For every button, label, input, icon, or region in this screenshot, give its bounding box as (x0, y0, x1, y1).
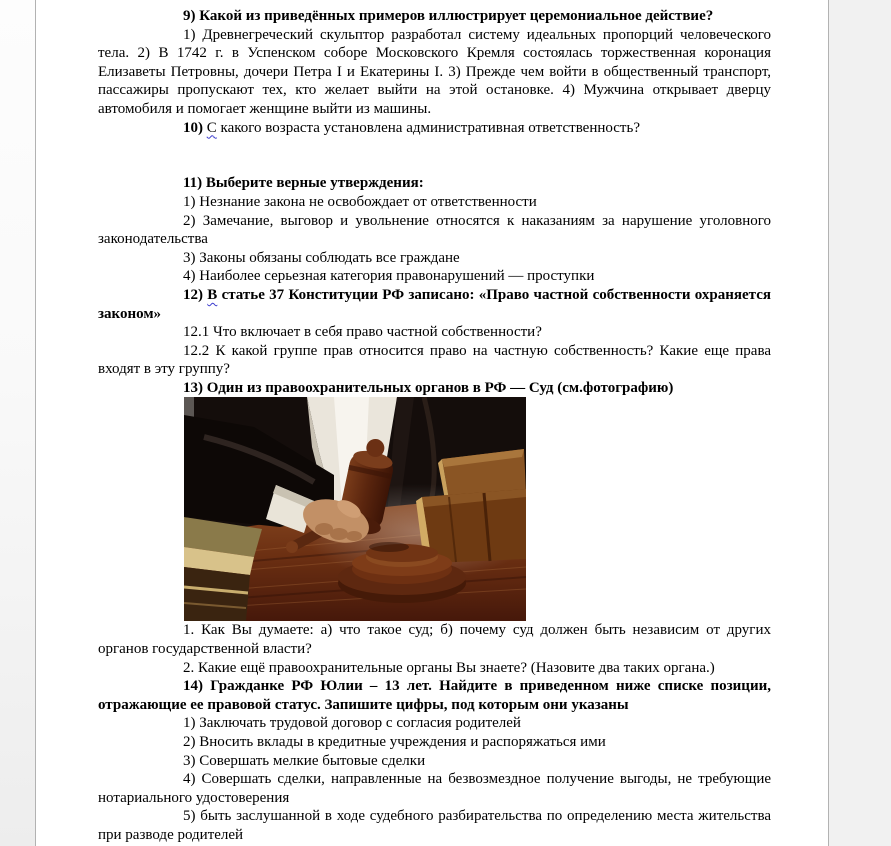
question-12-title (98, 286, 771, 323)
question-10-misspelled-word: С (206, 119, 217, 136)
question-14-option-2: 2) Вносить вклады в кредитные учреждения и распоряжаться ими (183, 734, 606, 751)
question-11-option-3: 3) Законы обязаны соблюдать все граждане (183, 249, 460, 266)
question-10 (98, 119, 771, 138)
document-page (36, 0, 829, 846)
question-10-text: какого возраста установлена административная ответственность? (216, 119, 640, 136)
question-14-option-5: 5) быть заслушанной в ходе судебного разбирательства по определению места жительства при разводе родителей (98, 808, 771, 843)
question-11-option-4: 4) Наиболее серьезная категория правонарушений — проступки (183, 268, 595, 285)
court-question-1: 1. Как Вы думаете: а) что такое суд; б) почему суд должен быть независим от других органов государственной власти? (98, 622, 771, 658)
question-13-title: 13) Один из правоохранительных органов в РФ — Суд (см.фотографию) (183, 379, 674, 396)
blank-line (98, 156, 771, 175)
question-14-option-1: 1) Заключать трудовой договор с согласия родителей (183, 715, 521, 732)
question-10-number: 10) (183, 119, 207, 136)
question-14-title: 14) Гражданке РФ Юлии – 13 лет. Найдите в приведенном ниже списке позиции, отражающие ее правовой статус. Запишите цифры, под которым они указаны (98, 678, 771, 713)
question-12-sub-2: 12.2 К какой группе прав относится право на частную собственность? Какие еще права входят в эту группу? (98, 342, 771, 378)
question-9-options: 1) Древнегреческий скульптор разработал систему идеальных пропорций человеческого тела. 2) В 1742 г. в Успенском соборе Московского Кремля состоялась торжественная коронация Елизаветы Петровны, дочери Петра I и Екатерины I. 3) Прежде чем войти в общественный транспорт, пассажиры пропускают тех, кто желает выйти на этой остановке. 4) Мужчина открывает дверцу автомобиля и помогает женщине выйти из машины. (98, 26, 771, 117)
question-14-option-3: 3) Совершать мелкие бытовые сделки (183, 752, 426, 769)
app-background-left (0, 0, 36, 846)
question-14-option-4: 4) Совершать сделки, направленные на безвозмездное получение выгоды, не требующие нотариального удостоверения (98, 771, 771, 806)
question-11-option-1: 1) Незнание закона не освобождает от ответственности (183, 193, 537, 210)
blank-line (98, 137, 771, 156)
question-11-title: 11) Выберите верные утверждения: (183, 175, 424, 192)
question-12-number: 12) (183, 286, 208, 303)
question-12-sub-1: 12.1 Что включает в себя право частной собственности? (183, 324, 542, 341)
court-question-2: 2. Какие ещё правоохранительные органы Вы знаете? (Назовите два таких органа.) (183, 659, 715, 676)
document-text-area[interactable] (98, 7, 771, 845)
question-12-misspelled-word: В (207, 286, 218, 303)
court-gavel-photo[interactable] (184, 397, 526, 621)
question-9-title: 9) Какой из приведённых примеров иллюстрирует церемониальное действие? (183, 8, 714, 24)
question-11-option-2: 2) Замечание, выговор и увольнение относятся к наказаниям за нарушение уголовного законодательства (98, 212, 771, 248)
question-12-text: статье 37 Конституции РФ записано: «Право частной собственности охраняется законом» (98, 286, 771, 322)
